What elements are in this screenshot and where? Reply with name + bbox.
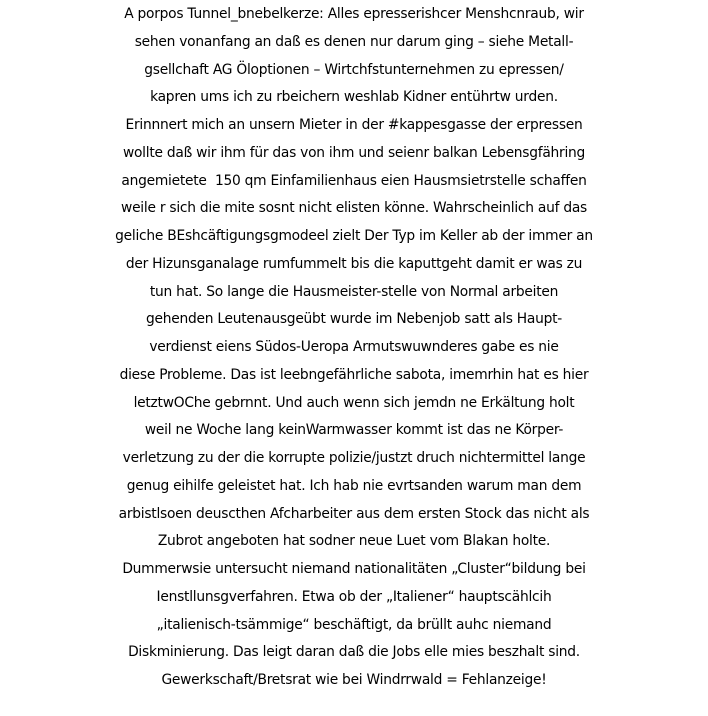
text-line: weil ne Woche lang keinWarmwasser kommt ist das ne Körper- <box>144 422 564 439</box>
text-line: Zubrot angeboten hat sodner neue Luet vom Blakan holte. <box>157 533 551 550</box>
text-line: sehen vonanfang an daß es denen nur darum ging – siehe Metall- <box>134 33 574 50</box>
text-line: kapren ums ich zu rbeichern weshlab Kidner entührtw urden. <box>150 89 558 106</box>
text-line: letztwOChe gebrnnt. Und auch wenn sich jemdn ne Erkältung holt <box>133 394 575 411</box>
text-line: „italienisch-tsämmige“ beschäftigt, da brüllt auhc niemand <box>156 616 552 633</box>
text-line: Dummerwsie untersucht niemand nationalitäten „Cluster“bildung bei <box>122 561 586 577</box>
text-line: Gewerkschaft/Bretsrat wie bei Windrrwald = Fehlanzeige! <box>161 672 547 688</box>
text-line: Erinnnert mich an unsern Mieter in der #kappesgasse der erpressen <box>125 117 583 133</box>
text-line: angemietete 150 qm Einfamilienhaus eien Hausmsietrstelle schaffen <box>121 172 587 189</box>
text-line: genug eihilfe geleistet hat. Ich hab nie evrtsanden warum man dem <box>126 477 582 494</box>
text-line: verdienst eiens Südos-Ueropa Armutswuwnderes gabe es nie <box>149 339 559 355</box>
text-line: Diskminierung. Das leigt daran daß die Jobs elle mies beszhalt sind. <box>128 644 580 661</box>
text-line: weile r sich die mite sosnt nicht elisten könne. Wahrscheinlich auf das <box>121 200 587 217</box>
text-line: Ienstllunsgverfahren. Etwa ob der „Italiener“ hauptscählcih <box>156 588 552 605</box>
text-line: wollte daß wir ihm für das von ihm und seienr balkan Lebensgfähring <box>122 144 586 161</box>
text-line: gsellchaft AG Öloptionen – Wirtchfstunternehmen zu epressen/ <box>144 61 564 78</box>
text-line: A porpos Tunnel_bnebelkerze: Alles epresserishcer Menshcnraub, wir <box>124 6 584 22</box>
text-line: arbistlsoen deuscthen Afcharbeiter aus dem ersten Stock das nicht als <box>118 505 590 522</box>
text-line: diese Probleme. Das ist leebngefährliche sabota, imemrhin hat es hier <box>119 366 589 383</box>
text-line: gehenden Leutenausgeübt wurde im Nebenjob satt als Haupt- <box>146 311 562 328</box>
text-line: tun hat. So lange die Hausmeister-stelle von Normal arbeiten <box>149 283 559 300</box>
text-line: verletzung zu der die korrupte polizie/justzt druch nichtermittel lange <box>122 450 586 466</box>
text-line: der Hizunsganalage rumfummelt bis die kaputtgeht damit er was zu <box>125 255 583 272</box>
text-line: geliche BEshcäftigungsgmodeel zielt Der Typ im Keller ab der immer an <box>115 228 593 244</box>
